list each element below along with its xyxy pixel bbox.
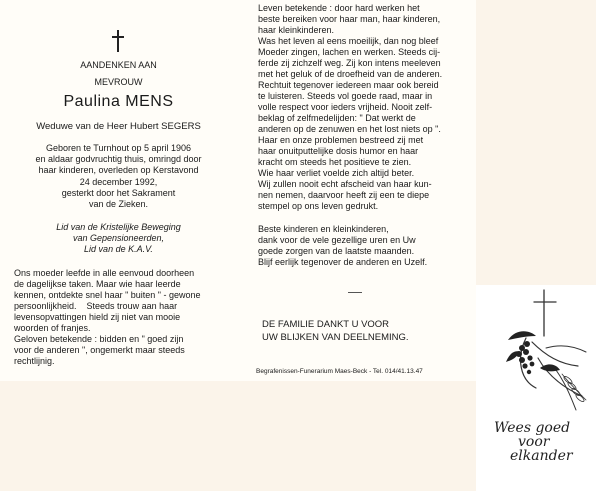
- text-line: levensopvattingen hield zij niet van mooie: [14, 312, 181, 322]
- motto-line: elkander: [510, 448, 573, 464]
- widow-of-text: Weduwe van de Heer Hubert SEGERS: [36, 121, 201, 132]
- text-line: nen nemen, daarvoor heeft zij een te diepe: [258, 190, 430, 200]
- text-line: Ons moeder leefde in alle eenvoud doorheen: [14, 268, 195, 278]
- membership-line: Lid van de Kristelijke Beweging: [56, 222, 181, 232]
- text-line: Rechtuit tegenover iedereen maar ook bereid: [258, 80, 439, 90]
- text-line: haar onuitputtelijke dosis humor en haar: [258, 146, 419, 156]
- text-line: de dagelijkse taken. Maar wie haar leerde: [14, 279, 181, 289]
- thanks-line: UW BLIJKEN VAN DEELNEMING.: [262, 332, 409, 343]
- text-line: beste bereiken voor haar man, haar kinderen,: [258, 14, 441, 24]
- bio-line: 24 december 1992,: [79, 177, 158, 187]
- closing-line: dank voor de vele gezellige uren en Uw: [258, 235, 416, 245]
- text-line: Wij zullen nooit echt afscheid van haar kun-: [258, 179, 432, 189]
- text-line: Was het leven al eens moeilijk, dan nog bleef: [258, 36, 439, 46]
- text-line: Haar en onze problemen bestreed zij met: [258, 135, 424, 145]
- closing-line: Beste kinderen en kleinkinderen,: [258, 224, 389, 234]
- header-text: AANDENKEN AAN: [80, 60, 157, 70]
- text-line: kennen, ontdekte snel haar " buiten " - gewone: [14, 290, 201, 300]
- text-line: woorden of franjes.: [14, 323, 91, 333]
- text-line: anderen op de zenuwen en het lost niets op ".: [258, 124, 441, 134]
- bio-line: van de Zieken.: [88, 199, 149, 209]
- text-line: haar kleinkinderen.: [258, 25, 335, 35]
- membership-line: van Gepensioneerden,: [72, 233, 165, 243]
- text-line: voor de anderen ", ongemerkt maar steeds: [14, 345, 185, 355]
- text-line: met het geluk of de droefheid van de anderen.: [258, 69, 443, 79]
- text-line: te luisteren. Steeds vol goede raad, maar in: [258, 91, 433, 101]
- text-line: rechtlijnig.: [14, 356, 55, 366]
- text-line: Wie haar verliet voelde zich altijd beter.: [258, 168, 415, 178]
- text-line: persoonlijkheid. Steeds trouw aan haar: [14, 301, 178, 311]
- text-line: Moeder zingen, lachen en werken. Steeds cij-: [258, 47, 441, 57]
- closing-line: Blijf eerlijk tegenover de anderen en Uzelf.: [258, 257, 428, 267]
- bio-line: gesterkt door het Sakrament: [61, 188, 176, 198]
- motto-handwriting: [488, 418, 592, 478]
- closing-line: goede zorgen van de laatste maanden.: [258, 246, 415, 256]
- text-line: stempel op ons leven gedrukt.: [258, 201, 379, 211]
- bio-line: Geboren te Turnhout op 5 april 1906: [45, 143, 192, 153]
- motto-line: Wees goed: [494, 420, 571, 436]
- bio-line: en aldaar godvruchtig thuis, omringd door: [35, 154, 202, 164]
- cross-wheat-grapes-illustration: [486, 288, 592, 428]
- thanks-line: DE FAMILIE DANKT U VOOR: [262, 319, 390, 330]
- text-line: beklag of zelfmedelijden: " Dat werkt de: [258, 113, 416, 123]
- text-line: Leven betekende : door hard werken het: [258, 3, 420, 13]
- title-text: MEVROUW: [94, 77, 143, 87]
- bio-line: haar kinderen, overleden op Kerstavond: [38, 165, 199, 175]
- deceased-name: Paulina MENS: [63, 93, 174, 110]
- motto-line: voor: [518, 434, 550, 450]
- text-line: Geloven betekende : bidden en " goed zijn: [14, 334, 184, 344]
- cross-icon: [112, 30, 124, 52]
- text-line: volle respect voor ieders vrijheid. Nooit zelf-: [258, 102, 433, 112]
- text-line: kracht om steeds het positieve te zien.: [258, 157, 412, 167]
- membership-line: Lid van de K.A.V.: [84, 244, 153, 254]
- divider: [348, 292, 362, 293]
- text-line: ferde zij zichzelf weg. Zij kon intens meeleven: [258, 58, 441, 68]
- funeral-home-text: Begrafenissen-Funerarium Maes-Beck - Tel. 014/41.13.47: [256, 368, 423, 375]
